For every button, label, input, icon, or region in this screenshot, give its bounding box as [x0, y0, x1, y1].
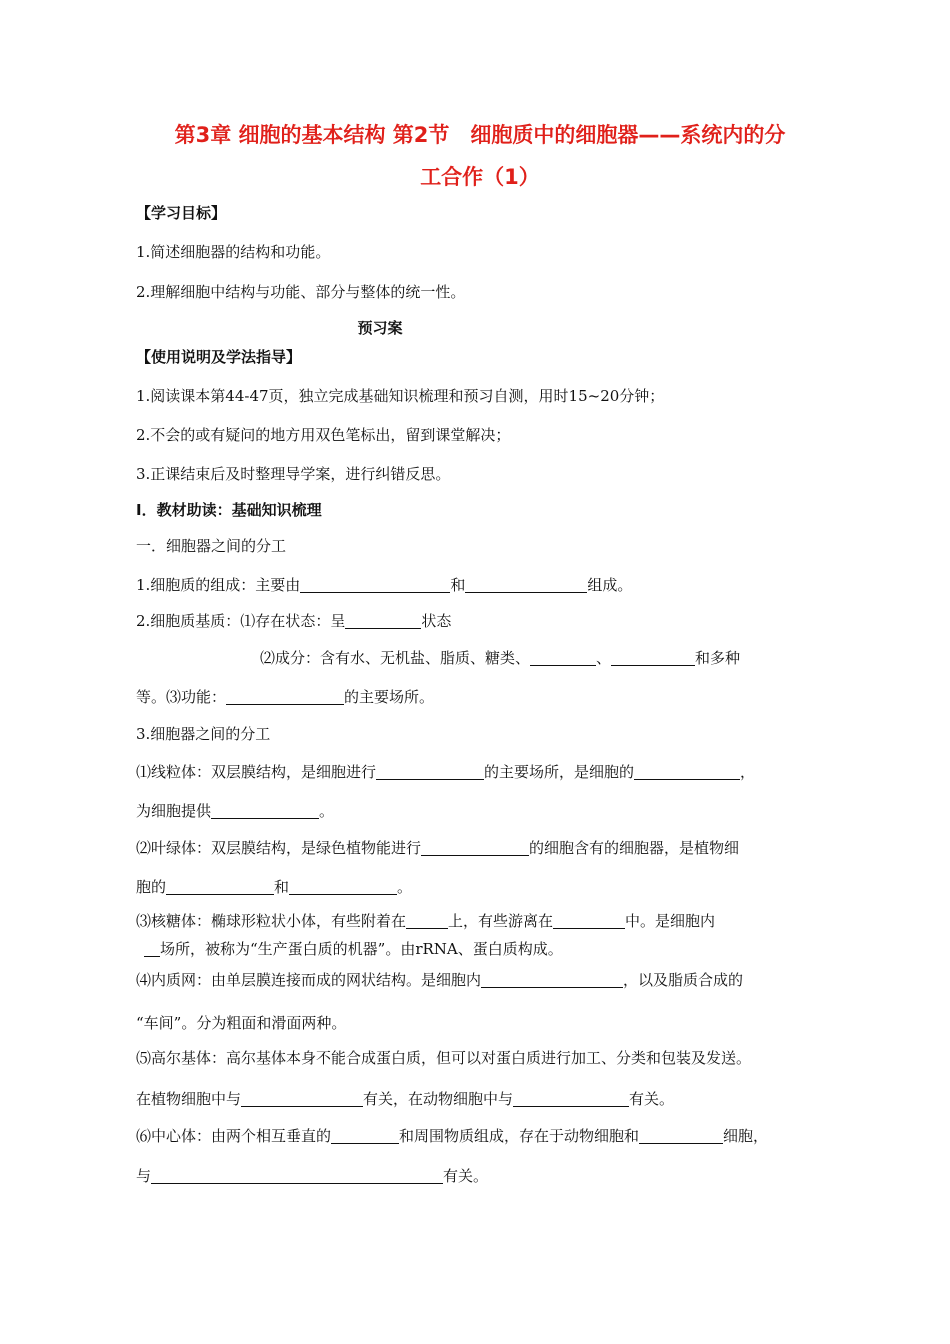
- fill-blank[interactable]: [345, 612, 421, 629]
- fill-blank[interactable]: [611, 649, 695, 666]
- fill-blank[interactable]: [331, 1127, 399, 1144]
- mitochondria-item: ⑴线粒体：双层膜结构，是细胞进行 的主要场所，是细胞的 ，: [136, 763, 756, 781]
- chloroplast-item-continued: 胞的 和 。: [136, 878, 413, 896]
- golgi-item: ⑸高尔基体：高尔基体本身不能合成蛋白质，但可以对蛋白质进行加工、分类和包装及发送。: [136, 1049, 752, 1067]
- guide-item: 2.不会的或有疑问的地方用双色笔标出，留到课堂解决；: [136, 426, 511, 444]
- golgi-item-continued: 在植物细胞中与 有关，在动物细胞中与 有关。: [136, 1090, 675, 1108]
- guide-item: 1.阅读课本第44-47页，独立完成基础知识梳理和预习自测，用时15~20分钟；: [136, 387, 665, 405]
- fill-blank[interactable]: [226, 688, 344, 705]
- fill-blank[interactable]: [300, 576, 450, 593]
- fill-blank[interactable]: [289, 878, 397, 895]
- er-item-continued: “车间”。分为粗面和滑面两种。: [136, 1014, 347, 1032]
- guide-item: 3.正课结束后及时整理导学案，进行纠错反思。: [136, 465, 451, 483]
- question-2: 2.细胞质基质：⑴存在状态：呈 状态: [136, 612, 452, 630]
- subsection-heading: 一．细胞器之间的分工: [136, 537, 287, 555]
- page-title-continued: 工合作（1）: [420, 165, 540, 189]
- fill-blank[interactable]: [634, 763, 740, 780]
- centrosome-item: ⑹中心体：由两个相互垂直的 和周围物质组成，存在于动物细胞和 细胞，: [136, 1127, 769, 1145]
- fill-blank[interactable]: [211, 802, 319, 819]
- fill-blank[interactable]: [465, 576, 587, 593]
- fill-blank[interactable]: [144, 940, 160, 957]
- fill-blank[interactable]: [241, 1090, 363, 1107]
- fill-blank[interactable]: [376, 763, 484, 780]
- question-1: 1.细胞质的组成：主要由 和 组成。: [136, 576, 633, 594]
- fill-blank[interactable]: [166, 878, 274, 895]
- question-2-function: 等。⑶功能： 的主要场所。: [136, 688, 435, 706]
- fill-blank[interactable]: [639, 1127, 723, 1144]
- goal-item: 1.简述细胞器的结构和功能。: [136, 243, 331, 261]
- fill-blank[interactable]: [406, 912, 448, 929]
- page-title: 第3章 细胞的基本结构 第2节 细胞质中的细胞器——系统内的分: [174, 123, 786, 147]
- ribosome-item-continued: 场所，被称为“生产蛋白质的机器”。由rRNA、蛋白质构成。: [136, 938, 563, 960]
- goal-item: 2.理解细胞中结构与功能、部分与整体的统一性。: [136, 283, 466, 301]
- fill-blank[interactable]: [481, 971, 623, 988]
- er-item: ⑷内质网：由单层膜连接而成的网状结构。是细胞内 ，以及脂质合成的: [136, 971, 744, 989]
- ribosome-item: ⑶核糖体：椭球形粒状小体，有些附着在 上，有些游离在 中。是细胞内: [136, 912, 716, 930]
- preview-heading: 预习案: [357, 319, 403, 337]
- mitochondria-item-continued: 为细胞提供 。: [136, 802, 335, 820]
- question-2-components: ⑵成分：含有水、无机盐、脂质、糖类、 、 和多种: [260, 649, 741, 667]
- fill-blank[interactable]: [513, 1090, 629, 1107]
- section-heading: Ⅰ．教材助读：基础知识梳理: [136, 501, 322, 519]
- guide-heading: 【使用说明及学法指导】: [136, 348, 302, 366]
- question-3: 3.细胞器之间的分工: [136, 725, 271, 743]
- fill-blank[interactable]: [421, 839, 529, 856]
- centrosome-item-continued: 与 有关。: [136, 1167, 489, 1185]
- goals-heading: 【学习目标】: [136, 204, 227, 222]
- fill-blank[interactable]: [553, 912, 625, 929]
- fill-blank[interactable]: [530, 649, 596, 666]
- chloroplast-item: ⑵叶绿体：双层膜结构，是绿色植物能进行 的细胞含有的细胞器，是植物细: [136, 839, 740, 857]
- fill-blank[interactable]: [151, 1167, 443, 1184]
